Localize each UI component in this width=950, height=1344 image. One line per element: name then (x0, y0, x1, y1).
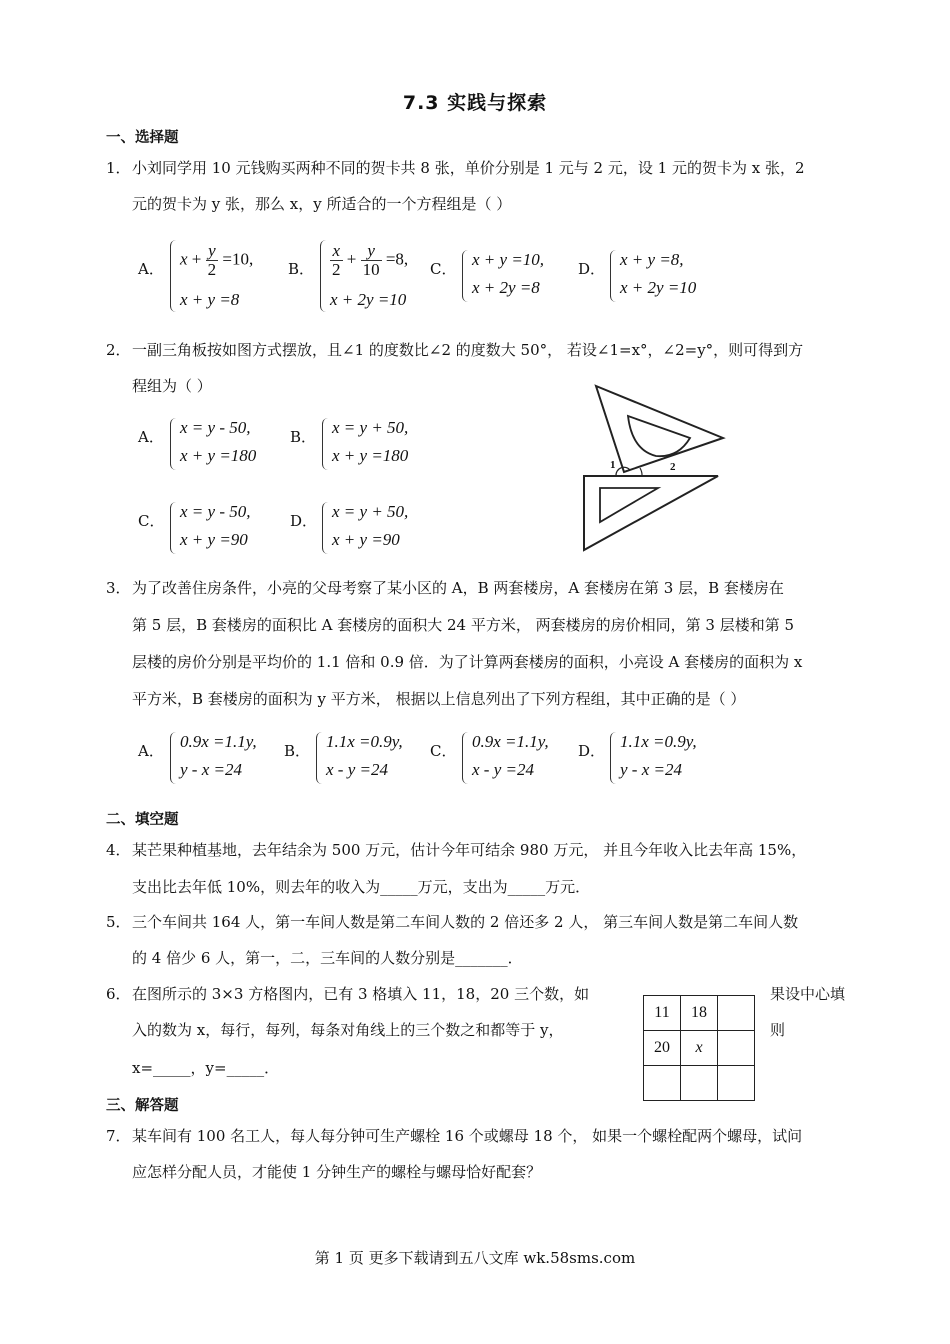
equation-text: =10, (222, 249, 254, 269)
option-label: A． (138, 428, 164, 446)
equation-system-d (610, 250, 720, 302)
equation-system-a: x + $\frac{y}{2}$ =10, x + y =8 (170, 240, 280, 314)
option-label: D． (578, 742, 606, 760)
equation-text: x = y + 50, (332, 418, 409, 437)
equation-text: x + y =8 (180, 290, 240, 309)
grid-cell (681, 1066, 718, 1101)
grid-cell: 20 (644, 1031, 681, 1066)
equation-system-c (462, 250, 572, 302)
option-label: C． (430, 742, 457, 760)
equation-system-b: $\frac{x}{2}$ + $\frac{y}{10}$ =8, x + 2y =10 (320, 240, 430, 314)
equation-system-c (462, 732, 572, 784)
equation-text: x = y - 50, (180, 502, 251, 521)
question-text: 小刘同学用 10 元钱购买两种不同的贺卡共 8 张，单价分别是 1 元与 2 元，设 1 元的贺卡为 x 张，2 (132, 159, 805, 177)
grid-cell: 11 (644, 996, 681, 1031)
equation-text: =8, (385, 249, 409, 269)
equation-text: 0.9x =1.1y, (180, 732, 257, 751)
question-text: 程组为（ ） (132, 377, 212, 395)
equation-text: x + y =10, (472, 250, 545, 269)
option-label: B． (290, 428, 317, 446)
grid-cell: x (681, 1031, 718, 1066)
question-text: 元的贺卡为 y 张，那么 x，y 所适合的一个方程组是（ ） (132, 195, 512, 213)
option-label: C． (430, 260, 457, 278)
grid-cell (644, 1066, 681, 1101)
equation-text: 0.9x =1.1y, (472, 732, 549, 751)
equation-system-d (322, 502, 432, 554)
equation-system-d (610, 732, 720, 784)
question-text: 一副三角板按如图方式摆放，且∠1 的度数比∠2 的度数大 50°， 若设∠1=x°，∠2=y°，则可得到方 (132, 341, 804, 359)
set-squares-figure (578, 380, 728, 555)
grid-cell (718, 1066, 755, 1101)
question-text: 三个车间共 164 人，第一车间人数是第二车间人数的 2 倍还多 2 人， 第三车间人数是第二车间人数 (132, 913, 799, 931)
equation-text: x + 2y =10 (330, 290, 407, 309)
question-text: 层楼的房价分别是平均价的 1.1 倍和 0.9 倍．为了计算两套楼房的面积，小亮设 A 套楼房的面积为 x (132, 653, 803, 671)
equation-text: x + y =8, (620, 250, 684, 269)
equation-text: x = y - 50, (180, 418, 251, 437)
angle-arc-2 (640, 468, 642, 476)
equation-text: x + y =90 (332, 530, 400, 549)
equation-text: x = y + 50, (332, 502, 409, 521)
magic-square-grid (643, 995, 755, 1101)
grid-cell (718, 1031, 755, 1066)
section-heading-fill: 二、填空题 (106, 812, 179, 828)
equation-text: x + y =90 (180, 530, 248, 549)
question-number: 6． (106, 985, 131, 1003)
question-number: 3． (106, 579, 131, 597)
option-label: D． (290, 512, 318, 530)
question-number: 4． (106, 841, 131, 859)
option-label: B． (288, 260, 315, 278)
question-text: 平方米，B 套楼房的面积为 y 平方米， 根据以上信息列出了下列方程组，其中正确的是（ ） (132, 690, 746, 708)
section-heading-choice: 一、选择题 (106, 130, 179, 146)
option-label: C． (138, 512, 165, 530)
question-text: 入的数为 x，每行，每列，每条对角线上的三个数之和都等于 y， (132, 1021, 564, 1039)
question-text: 则 (770, 1021, 786, 1039)
equation-text: y - x =24 (620, 760, 682, 779)
lower-triangle-cutout (600, 488, 658, 522)
equation-system-b (322, 418, 432, 470)
equation-text: x - y =24 (326, 760, 388, 779)
page-title: 7.3 实践与探索 (402, 92, 548, 114)
question-number: 2． (106, 341, 131, 359)
upper-triangle-cutout (628, 416, 690, 456)
question-number: 7． (106, 1127, 131, 1145)
equation-system-a (170, 418, 280, 470)
question-text: 果设中心填 (770, 985, 846, 1003)
question-text: 的 4 倍少 6 人，第一，二，三车间的人数分别是_______． (132, 949, 523, 967)
equation-text: x + 2y =8 (472, 278, 540, 297)
section-heading-answer: 三、解答题 (106, 1098, 179, 1114)
option-label: A． (138, 260, 164, 278)
question-text: 某芒果种植基地，去年结余为 500 万元，估计今年可结余 980 万元， 并且今年收入比去年高 15%， (132, 841, 807, 859)
question-text: 在图所示的 3×3 方格图内，已有 3 格填入 11，18，20 三个数，如 (132, 985, 590, 1003)
equation-text: x + 2y =10 (620, 278, 697, 297)
page-footer: 第 1 页 更多下载请到五八文库 wk.58sms.com (314, 1249, 636, 1267)
question-text: 支出比去年低 10%，则去年的收入为_____万元，支出为_____万元． (132, 878, 591, 896)
question-number: 5． (106, 913, 131, 931)
grid-cell (718, 996, 755, 1031)
question-text: x=_____，y=_____． (132, 1059, 280, 1077)
equation-text: y - x =24 (180, 760, 242, 779)
question-text: 某车间有 100 名工人，每人每分钟可生产螺栓 16 个或螺母 18 个， 如果一个螺栓配两个螺母，试问 (132, 1127, 803, 1145)
question-number: 1． (106, 159, 131, 177)
option-label: A． (138, 742, 164, 760)
option-label: D． (578, 260, 606, 278)
equation-system-a (170, 732, 280, 784)
question-text: 应怎样分配人员，才能使 1 分钟生产的螺栓与螺母恰好配套？ (132, 1163, 542, 1181)
angle-label-2: 2 (670, 461, 676, 473)
equation-text: 1.1x =0.9y, (326, 732, 403, 751)
grid-cell: 18 (681, 996, 718, 1031)
angle-label-1: 1 (610, 459, 616, 471)
option-label: B． (284, 742, 311, 760)
equation-text: x + y =180 (332, 446, 409, 465)
question-text: 第 5 层，B 套楼房的面积比 A 套楼房的面积大 24 平方米， 两套楼房的房价相同，第 3 层楼和第 5 (132, 616, 795, 634)
equation-text: x + y =180 (180, 446, 257, 465)
equation-system-c (170, 502, 280, 554)
equation-system-b (316, 732, 426, 784)
equation-text: x - y =24 (472, 760, 534, 779)
equation-text: 1.1x =0.9y, (620, 732, 697, 751)
question-text: 为了改善住房条件，小亮的父母考察了某小区的 A，B 两套楼房，A 套楼房在第 3 层，B 套楼房在 (132, 579, 784, 597)
